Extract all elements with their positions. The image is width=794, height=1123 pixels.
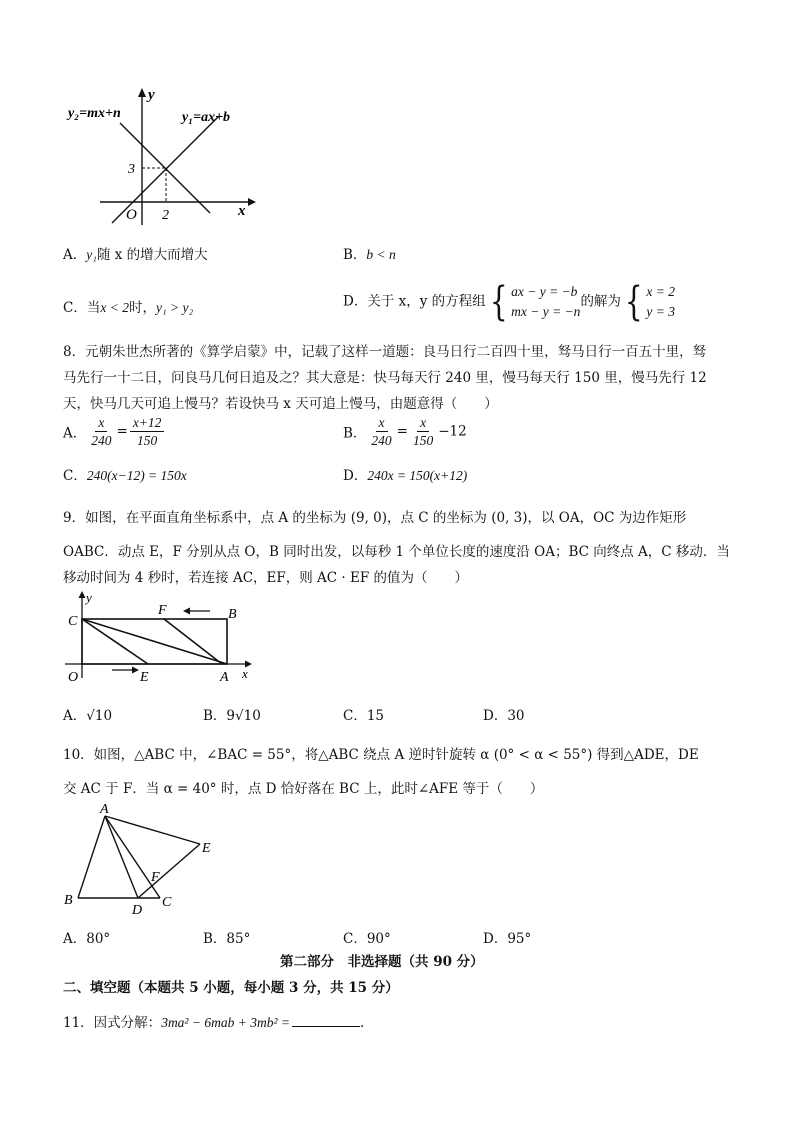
segment-CE — [82, 619, 148, 664]
option-text: 15 — [366, 708, 385, 724]
eq2: mx − y = −n — [511, 304, 581, 319]
q8-option-d[interactable] — [343, 464, 467, 484]
q9-figure — [60, 590, 260, 690]
option-prefix: A． — [63, 247, 87, 263]
segment-AE — [105, 816, 200, 844]
q8-option-b[interactable] — [343, 414, 467, 449]
option-var: y₁ — [86, 247, 97, 262]
q9-option-a[interactable] — [63, 704, 112, 724]
option-text: b < n — [366, 247, 396, 262]
option-text: √10 — [86, 708, 113, 724]
label-B: B — [228, 607, 237, 622]
option-prefix: D． — [483, 931, 508, 947]
label-E: E — [202, 841, 211, 856]
q7-option-d[interactable] — [343, 279, 675, 325]
sol1: x = 2 — [646, 284, 675, 299]
label-y2: y₂=mx+n — [68, 106, 121, 121]
label-y: y — [86, 590, 92, 605]
option-ineq: y₁ > y₂ — [155, 300, 194, 315]
label-A: A — [100, 802, 109, 817]
option-prefix: C． — [63, 300, 87, 316]
q10-option-c[interactable] — [343, 927, 391, 947]
label-D: D — [132, 903, 143, 918]
q11-prefix: 11．因式分解： — [63, 1015, 162, 1031]
option-cond: x < 2 — [100, 300, 129, 315]
q9-line3: 移动时间为 4 秒时，若连接 AC，EF，则 AC · EF 的值为（ ） — [63, 570, 469, 586]
solution-system: { x = 2 y = 3 — [624, 279, 675, 325]
arrow-F-head — [183, 608, 190, 615]
fraction — [88, 414, 114, 449]
fraction — [410, 414, 436, 449]
axis-x-label: x — [238, 203, 246, 219]
q9-option-d[interactable] — [483, 704, 525, 724]
q10-option-b[interactable] — [203, 927, 250, 947]
option-prefix: B． — [343, 425, 367, 442]
option-text: 80° — [86, 931, 111, 947]
option-text2: 时， — [128, 300, 156, 316]
option-prefix: B． — [203, 931, 227, 947]
option-text: 关于 x，y 的方程组 — [367, 293, 486, 310]
q7-option-a[interactable] — [63, 243, 208, 263]
label-F: F — [158, 603, 167, 618]
option-text: 85° — [226, 931, 251, 947]
tick-x-2: 2 — [162, 208, 169, 223]
option-text: 30 — [507, 708, 525, 724]
option-prefix: A． — [63, 425, 87, 442]
sol2: y = 3 — [646, 304, 675, 319]
numerator: x+12 — [130, 414, 165, 432]
option-text2: 的解为 — [580, 293, 621, 310]
section-heading: 二、填空题（本题共 5 小题，每小题 3 分，共 15 分） — [63, 980, 399, 996]
q10-option-a[interactable] — [63, 927, 110, 947]
option-tail: −12 — [438, 423, 467, 440]
label-A: A — [220, 670, 229, 685]
eq1: ax − y = −b — [511, 284, 578, 299]
y-axis-arrow — [138, 88, 146, 97]
equation-system: { ax − y = −b mx − y = −n — [489, 279, 581, 325]
q7-graph — [60, 85, 260, 230]
axis-y-label: y — [148, 87, 155, 103]
q10-option-d[interactable] — [483, 927, 531, 947]
denominator: 240 — [91, 433, 112, 448]
option-text: 90° — [366, 931, 391, 947]
option-prefix: B． — [203, 708, 227, 724]
option-prefix: C． — [343, 931, 367, 947]
label-B: B — [64, 893, 73, 908]
fraction — [130, 414, 165, 449]
label-C: C — [162, 895, 172, 910]
option-text: 随 x 的增大而增大 — [96, 247, 208, 263]
origin-label: O — [126, 207, 137, 223]
option-prefix: C． — [63, 468, 87, 484]
q9-line2: OABC．动点 E，F 分别从点 O，B 同时出发，以每秒 1 个单位长度的速度沿 OA；BC 向终点 A，C 移动．当 — [63, 544, 730, 560]
denominator: 240 — [371, 433, 392, 448]
label-C: C — [68, 614, 78, 629]
numerator: x — [376, 414, 388, 432]
q9-line1: 9．如图，在平面直角坐标系中，点 A 的坐标为 (9, 0)，点 C 的坐标为 (0, 3)，以 OA，OC 为边作矩形 — [63, 510, 687, 526]
q7-option-c[interactable] — [63, 296, 193, 316]
tick-y-3: 3 — [128, 162, 135, 177]
equals: = — [116, 423, 128, 440]
label-O: O — [68, 670, 79, 685]
option-prefix: D． — [343, 293, 368, 310]
label-E: E — [140, 670, 149, 685]
q11-expression: 3ma² − 6mab + 3mb² = — [161, 1015, 290, 1030]
q8-line1: 8．元朝朱世杰所著的《算学启蒙》中，记载了这样一道题：良马日行二百四十里，驽马日行一百五十里，驽 — [63, 344, 707, 360]
equals: = — [396, 423, 408, 440]
option-prefix: A． — [63, 708, 87, 724]
denominator: 150 — [412, 433, 434, 448]
q10-figure — [60, 802, 220, 920]
x-axis-arrow — [248, 198, 256, 206]
q7-option-b[interactable] — [343, 243, 396, 263]
segment-AB — [78, 816, 105, 898]
option-prefix: D． — [343, 468, 368, 484]
label-x: x — [242, 666, 248, 681]
part2-title: 第二部分 非选择题（共 90 分） — [280, 954, 484, 970]
segment-AC — [82, 619, 227, 664]
denominator: 150 — [136, 433, 158, 448]
segment-DE — [138, 844, 200, 898]
q8-option-a[interactable] — [63, 414, 166, 449]
label-y1: y₁=ax+b — [182, 110, 231, 125]
option-text: 240(x−12) = 150x — [86, 468, 187, 483]
q9-option-b[interactable] — [203, 704, 261, 724]
q8-option-c[interactable] — [63, 464, 187, 484]
y-axis-arrow — [79, 591, 86, 598]
label-F: F — [151, 870, 160, 885]
option-text: 当 — [86, 300, 101, 316]
q8-line3: 天，快马几天可追上慢马？若设快马 x 天可追上慢马，由题意得（ ） — [63, 396, 498, 412]
option-prefix: A． — [63, 931, 87, 947]
segment-FA — [164, 619, 222, 664]
q11 — [63, 1011, 364, 1031]
option-prefix: D． — [483, 708, 508, 724]
answer-blank[interactable] — [292, 1026, 360, 1027]
option-prefix: B． — [343, 247, 367, 263]
option-prefix: C． — [343, 708, 367, 724]
q10-line1: 10．如图，△ABC 中，∠BAC = 55°，将△ABC 绕点 A 逆时针旋转 α (0° < α < 55°) 得到△ADE，DE — [63, 747, 699, 763]
option-text: 9√10 — [226, 708, 261, 724]
numerator: x — [417, 414, 429, 432]
q9-option-c[interactable] — [343, 704, 384, 724]
q10-line2: 交 AC 于 F．当 α = 40° 时，点 D 恰好落在 BC 上，此时∠AFE 等于（ ） — [63, 781, 544, 797]
numerator: x — [95, 414, 107, 432]
q11-end: . — [360, 1015, 365, 1031]
fraction — [368, 414, 394, 449]
option-text: 95° — [507, 931, 532, 947]
option-text: 240x = 150(x+12) — [367, 468, 468, 483]
q8-line2: 马先行一十二日，问良马几何日追及之？其大意是：快马每天行 240 里，慢马每天行 150 里，慢马先行 12 — [63, 370, 707, 386]
arrow-E-head — [132, 667, 139, 674]
